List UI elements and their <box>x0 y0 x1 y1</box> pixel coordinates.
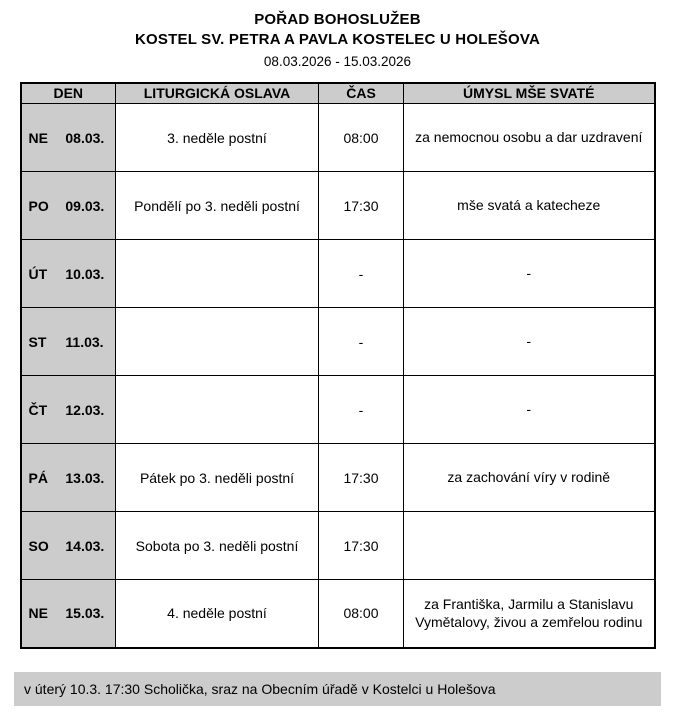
liturgy-cell: Sobota po 3. neděli postní <box>116 512 319 580</box>
col-header-cas: ČAS <box>319 83 404 104</box>
col-header-umysl-mse-svate: ÚMYSL MŠE SVATÉ <box>404 83 655 104</box>
day-date: 15.03. <box>65 605 105 622</box>
footer-note-bar <box>14 672 661 706</box>
day-date: 12.03. <box>65 401 105 418</box>
footer-note-text: v úterý 10.3. 17:30 Scholička, sraz na Obecním úřadě v Kostelci u Holešova <box>24 681 496 697</box>
liturgy-cell: 3. neděle postní <box>116 104 319 172</box>
table-row <box>21 512 655 580</box>
day-cell <box>21 104 116 172</box>
time-cell: 08:00 <box>319 580 404 648</box>
time-cell: 17:30 <box>319 512 404 580</box>
liturgy-cell <box>116 308 319 376</box>
day-date: 10.03. <box>65 265 105 282</box>
header-row <box>21 83 655 104</box>
day-abbreviation: ST <box>28 333 47 350</box>
day-cell <box>21 580 116 648</box>
day-cell <box>21 512 116 580</box>
day-date: 11.03. <box>65 333 104 350</box>
intention-cell: mše svatá a katecheze <box>404 172 655 240</box>
intention-cell: - <box>404 308 655 376</box>
table-row <box>21 444 655 512</box>
day-date: 08.03. <box>65 129 105 146</box>
day-abbreviation: NE <box>28 605 48 622</box>
day-cell <box>21 376 116 444</box>
intention-cell: za nemocnou osobu a dar uzdravení <box>404 104 655 172</box>
day-abbreviation: PÁ <box>28 469 48 486</box>
day-abbreviation: ÚT <box>28 265 48 282</box>
day-cell <box>21 172 116 240</box>
day-date: 14.03. <box>65 537 105 554</box>
table-row <box>21 104 655 172</box>
intention-cell: - <box>404 240 655 308</box>
time-cell: - <box>319 376 404 444</box>
time-cell: - <box>319 308 404 376</box>
table-row <box>21 172 655 240</box>
day-abbreviation: PO <box>28 197 49 214</box>
table-row <box>21 308 655 376</box>
time-cell: 08:00 <box>319 104 404 172</box>
col-header-den: DEN <box>21 83 116 104</box>
time-cell: 17:30 <box>319 444 404 512</box>
schedule-body <box>21 104 655 648</box>
liturgy-cell: Pátek po 3. neděli postní <box>116 444 319 512</box>
table-row <box>21 376 655 444</box>
day-abbreviation: NE <box>28 129 48 146</box>
table-row <box>21 580 655 648</box>
liturgy-cell <box>116 376 319 444</box>
page-title: POŘAD BOHOSLUŽEB <box>254 11 421 28</box>
intention-cell: za Františka, Jarmilu a Stanislavu Vymětalovy, živou a zemřelou rodinu <box>404 580 655 648</box>
col-header-liturgicka-oslava: LITURGICKÁ OSLAVA <box>116 83 319 104</box>
day-cell <box>21 308 116 376</box>
schedule-table-header <box>21 83 655 104</box>
intention-cell: za zachování víry v rodině <box>404 444 655 512</box>
time-cell: 17:30 <box>319 172 404 240</box>
time-cell: - <box>319 240 404 308</box>
day-cell <box>21 240 116 308</box>
day-abbreviation: ČT <box>28 401 48 418</box>
table-row <box>21 240 655 308</box>
intention-cell: - <box>404 376 655 444</box>
day-abbreviation: SO <box>28 537 49 554</box>
date-range: 08.03.2026 - 15.03.2026 <box>263 53 412 69</box>
intention-cell <box>404 512 655 580</box>
document-header <box>0 0 675 71</box>
liturgy-cell <box>116 240 319 308</box>
schedule-table <box>20 82 656 649</box>
day-date: 09.03. <box>65 197 105 214</box>
day-date: 13.03. <box>65 469 105 486</box>
liturgy-cell: 4. neděle postní <box>116 580 319 648</box>
liturgy-cell: Pondělí po 3. neděli postní <box>116 172 319 240</box>
day-cell <box>21 444 116 512</box>
church-name: KOSTEL SV. PETRA A PAVLA KOSTELEC U HOLEŠOVA <box>135 31 540 49</box>
